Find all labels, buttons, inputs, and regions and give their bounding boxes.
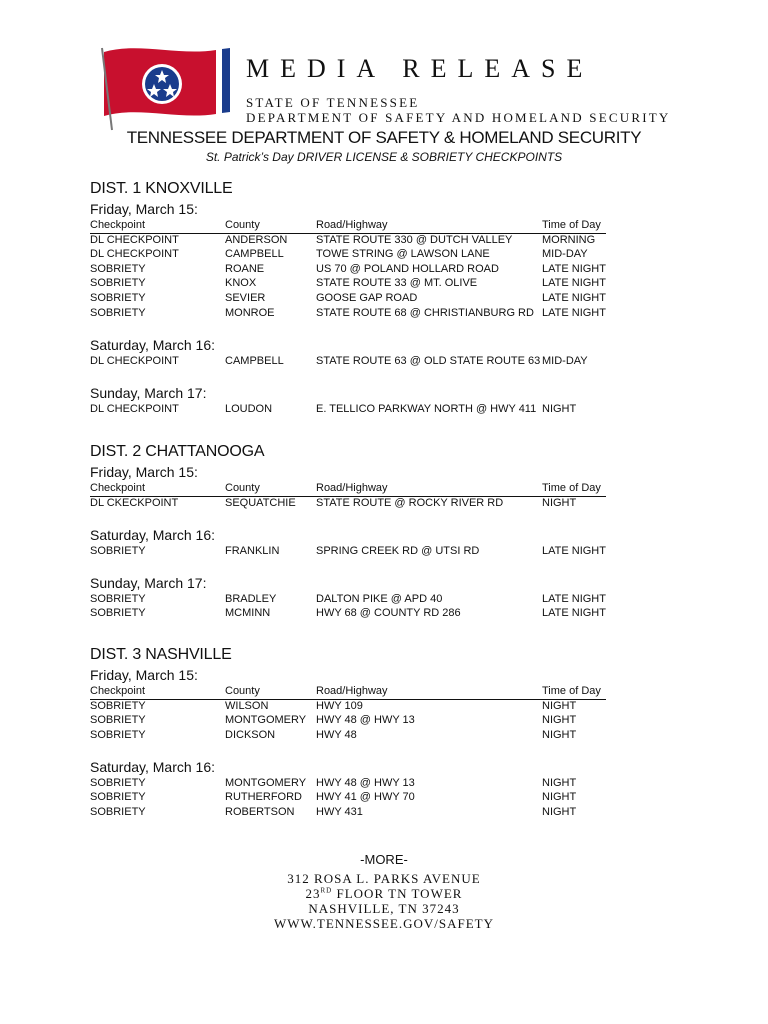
column-checkpoint: Checkpoint [90, 482, 146, 494]
time-of-day: LATE NIGHT [542, 292, 606, 304]
district-heading: DIST. 2 CHATTANOOGA [90, 443, 265, 460]
time-of-day: LATE NIGHT [542, 306, 606, 319]
checkpoint-type: SOBRIETY [90, 592, 146, 605]
county-name: CAMPBELL [225, 248, 284, 261]
table-row [90, 777, 606, 791]
road-name: TOWE STRING @ LAWSON LANE [316, 248, 490, 261]
time-of-day: LATE NIGHT [542, 262, 606, 275]
checkpoint-type: SOBRIETY [90, 699, 146, 712]
time-of-day: NIGHT [542, 496, 577, 509]
website-link[interactable]: WWW.TENNESSEE.GOV/SAFETY [274, 916, 494, 931]
address-street: 312 ROSA L. PARKS AVENUE [287, 871, 481, 886]
time-of-day: LATE NIGHT [542, 607, 606, 620]
table-row [90, 497, 606, 511]
department-line: DEPARTMENT OF SAFETY AND HOMELAND SECURITY [246, 110, 671, 125]
road-name: GOOSE GAP ROAD [316, 292, 418, 304]
county-name: CAMPBELL [225, 354, 284, 367]
column-county: County [225, 685, 260, 697]
checkpoint-type: DL CKECKPOINT [90, 496, 179, 509]
county-name: SEQUATCHIE [225, 496, 296, 509]
more-marker: -MORE- [360, 852, 408, 867]
road-name: HWY 68 @ COUNTY RD 286 [316, 607, 461, 620]
time-of-day: NIGHT [542, 791, 577, 804]
road-name: HWY 48 @ HWY 13 [316, 776, 415, 789]
day-heading: Saturday, March 16: [90, 758, 216, 775]
road-name: STATE ROUTE 63 @ OLD STATE ROUTE 63 [316, 354, 541, 367]
checkpoint-type: SOBRIETY [90, 277, 146, 290]
checkpoint-type: SOBRIETY [90, 776, 146, 789]
letterhead [0, 0, 768, 130]
time-of-day: MID-DAY [542, 248, 588, 261]
county-name: RUTHERFORD [225, 791, 302, 804]
document-subtitle: St. Patrick’s Day DRIVER LICENSE & SOBRIETY CHECKPOINTS [205, 150, 563, 164]
county-name: DICKSON [225, 728, 276, 741]
county-name: MONTGOMERY [225, 714, 307, 727]
checkpoint-type: DL CHECKPOINT [90, 233, 179, 246]
tennessee-flag-icon [98, 44, 236, 132]
district-heading: DIST. 1 KNOXVILLE [90, 180, 233, 197]
table-row [90, 545, 606, 559]
county-name: MONROE [225, 306, 275, 319]
address-floor: 23RD FLOOR TN TOWER [305, 886, 463, 901]
time-of-day: NIGHT [542, 714, 577, 727]
state-line: STATE OF TENNESSEE [246, 95, 420, 110]
time-of-day: NIGHT [542, 402, 577, 415]
time-of-day: MID-DAY [542, 354, 588, 367]
county-name: WILSON [225, 699, 269, 712]
column-county: County [225, 219, 260, 231]
table-row [90, 234, 606, 248]
day-heading: Sunday, March 17: [90, 384, 207, 401]
media-release-title: MEDIA RELEASE [246, 54, 594, 83]
county-name: SEVIER [225, 292, 266, 304]
road-name: HWY 431 [316, 806, 363, 818]
column-checkpoint: Checkpoint [90, 219, 146, 231]
time-of-day: NIGHT [542, 776, 577, 789]
county-name: ROANE [225, 262, 265, 275]
road-name: STATE ROUTE 33 @ MT. OLIVE [316, 277, 478, 290]
column-road: Road/Highway [316, 219, 388, 231]
road-name: HWY 109 [316, 699, 363, 712]
time-of-day: MORNING [542, 233, 596, 246]
day-heading: Friday, March 15: [90, 464, 198, 480]
road-name: SPRING CREEK RD @ UTSI RD [316, 544, 480, 557]
county-name: FRANKLIN [225, 544, 280, 557]
column-county: County [225, 482, 260, 494]
checkpoint-type: SOBRIETY [90, 806, 146, 818]
checkpoint-type: SOBRIETY [90, 791, 146, 804]
table-row [90, 729, 606, 743]
checkpoint-type: SOBRIETY [90, 292, 146, 304]
county-name: MONTGOMERY [225, 776, 307, 789]
table-header [90, 219, 606, 234]
table-row [90, 355, 606, 369]
district-heading: DIST. 3 NASHVILLE [90, 646, 232, 663]
time-of-day: LATE NIGHT [542, 277, 606, 290]
table-row [90, 307, 606, 321]
document-title: TENNESSEE DEPARTMENT OF SAFETY & HOMELAND SECURITY [126, 128, 642, 147]
checkpoint-type: SOBRIETY [90, 306, 146, 319]
day-heading: Sunday, March 17: [90, 574, 207, 591]
table-row [90, 277, 606, 291]
time-of-day: LATE NIGHT [542, 592, 606, 605]
road-name: DALTON PIKE @ APD 40 [316, 592, 443, 605]
table-row [90, 714, 606, 728]
time-of-day: LATE NIGHT [542, 544, 606, 557]
time-of-day: NIGHT [542, 806, 577, 818]
table-header [90, 482, 606, 497]
table-row [90, 791, 606, 805]
table-row [90, 593, 606, 607]
checkpoint-type: DL CHECKPOINT [90, 248, 179, 261]
checkpoint-type: DL CHECKPOINT [90, 402, 179, 415]
table-row [90, 700, 606, 714]
table-row [90, 403, 606, 417]
day-heading: Friday, March 15: [90, 201, 198, 217]
road-name: STATE ROUTE 68 @ CHRISTIANBURG RD [316, 306, 534, 319]
table-row [90, 607, 606, 621]
checkpoint-type: SOBRIETY [90, 728, 146, 741]
county-name: KNOX [225, 277, 257, 290]
county-name: ANDERSON [225, 233, 288, 246]
checkpoint-type: SOBRIETY [90, 714, 146, 727]
road-name: STATE ROUTE @ ROCKY RIVER RD [316, 496, 504, 509]
road-name: HWY 48 @ HWY 13 [316, 714, 415, 727]
county-name: LOUDON [225, 402, 273, 415]
address-city: NASHVILLE, TN 37243 [308, 901, 460, 916]
time-of-day: NIGHT [542, 699, 577, 712]
day-heading: Friday, March 15: [90, 667, 198, 683]
table-header [90, 685, 606, 700]
time-of-day: NIGHT [542, 728, 577, 741]
column-checkpoint: Checkpoint [90, 685, 146, 697]
road-name: STATE ROUTE 330 @ DUTCH VALLEY [316, 233, 513, 246]
checkpoint-type: SOBRIETY [90, 262, 146, 275]
county-name: ROBERTSON [225, 806, 295, 818]
road-name: US 70 @ POLAND HOLLARD ROAD [316, 262, 499, 275]
road-name: HWY 48 [316, 728, 357, 741]
column-time: Time of Day [542, 685, 601, 697]
table-row [90, 806, 606, 820]
column-road: Road/Highway [316, 482, 388, 494]
county-name: BRADLEY [225, 592, 277, 605]
table-row [90, 263, 606, 277]
table-row [90, 292, 606, 306]
checkpoint-type: SOBRIETY [90, 607, 146, 620]
county-name: MCMINN [225, 607, 271, 620]
day-heading: Saturday, March 16: [90, 526, 216, 543]
column-road: Road/Highway [316, 685, 388, 697]
column-time: Time of Day [542, 482, 601, 494]
road-name: HWY 41 @ HWY 70 [316, 791, 415, 804]
column-time: Time of Day [542, 219, 601, 231]
road-name: E. TELLICO PARKWAY NORTH @ HWY 411 [316, 402, 537, 415]
checkpoint-type: DL CHECKPOINT [90, 354, 179, 367]
table-row [90, 248, 606, 262]
checkpoint-type: SOBRIETY [90, 544, 146, 557]
day-heading: Saturday, March 16: [90, 336, 216, 353]
